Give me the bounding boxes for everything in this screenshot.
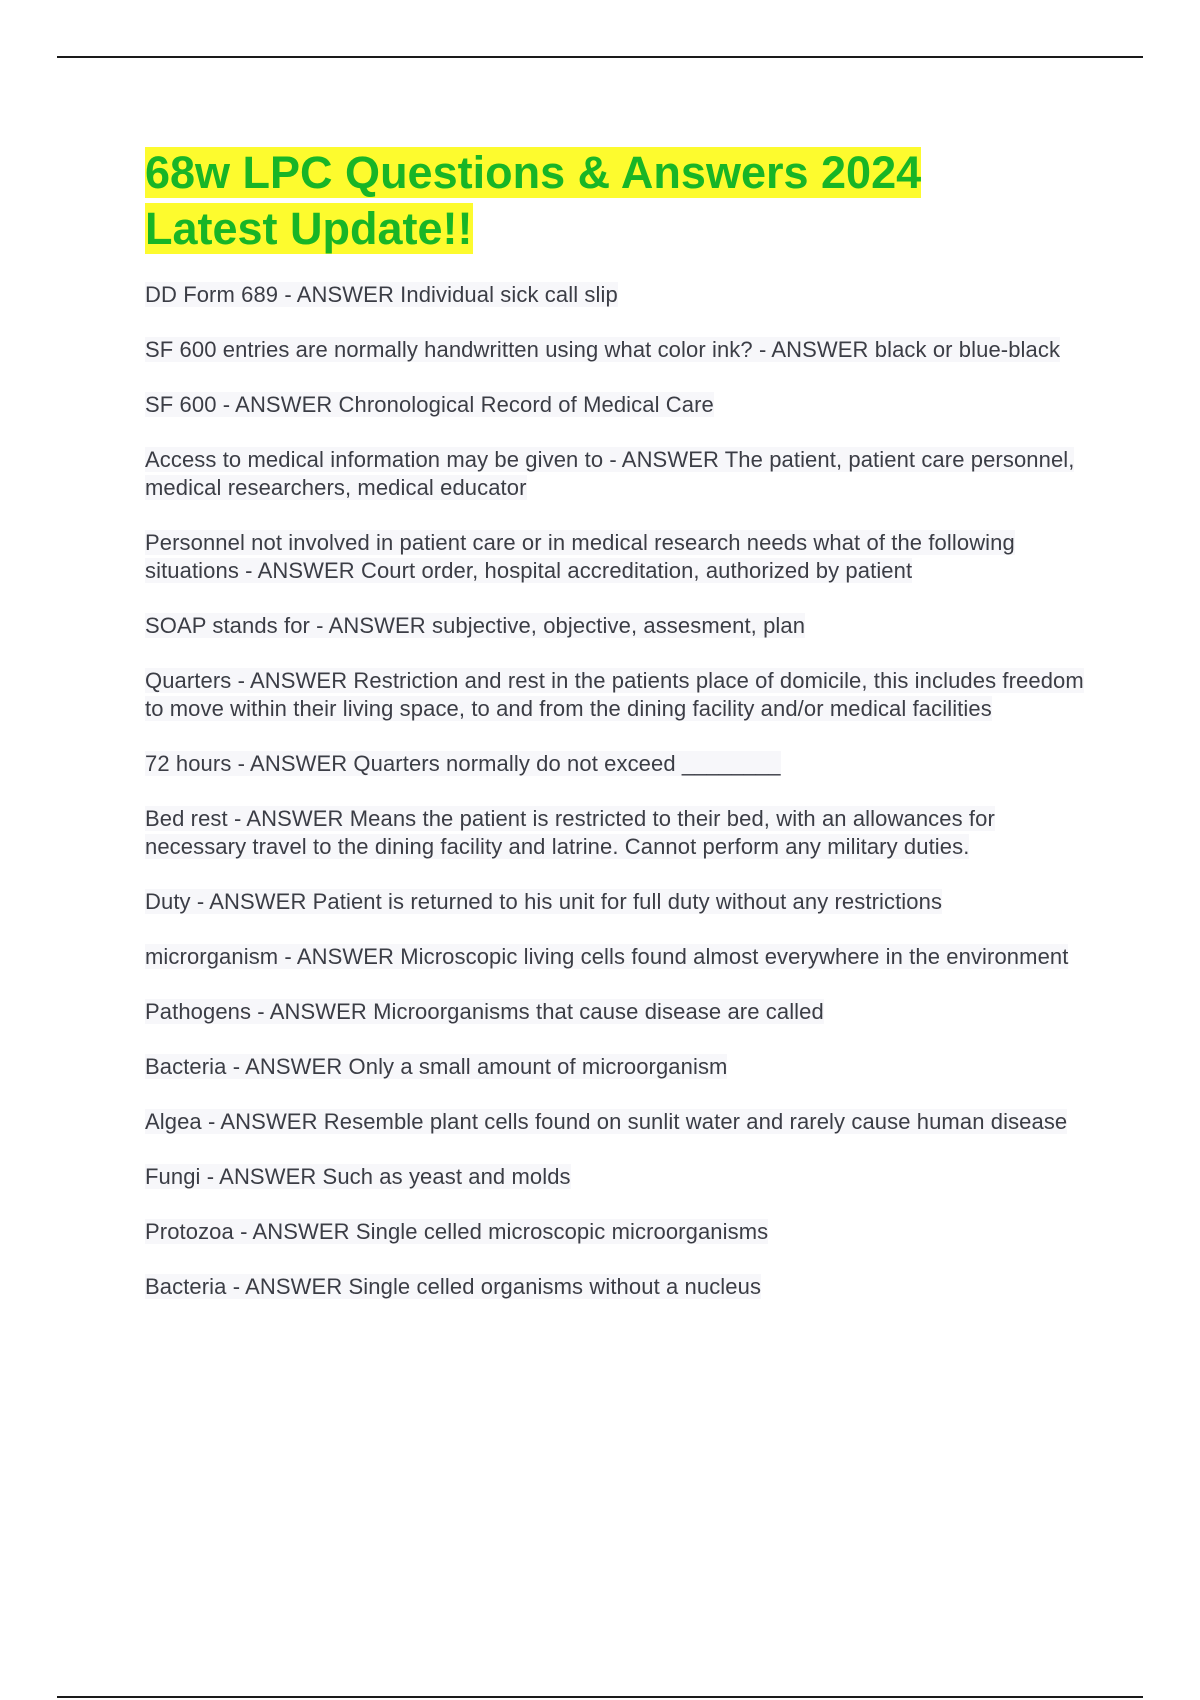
qa-text: Fungi - ANSWER Such as yeast and molds xyxy=(145,1164,571,1189)
qa-text: SF 600 - ANSWER Chronological Record of Medical Care xyxy=(145,392,714,417)
qa-text: Pathogens - ANSWER Microorganisms that cause disease are called xyxy=(145,999,824,1024)
qa-text: microrganism - ANSWER Microscopic living cells found almost everywhere in the environment xyxy=(145,944,1069,969)
qa-item xyxy=(145,336,1090,364)
qa-item xyxy=(145,391,1090,419)
qa-item xyxy=(145,998,1090,1026)
title-line-2: Latest Update!! xyxy=(145,203,473,254)
document-body xyxy=(145,145,1090,1328)
qa-item xyxy=(145,1108,1090,1136)
qa-item xyxy=(145,750,1090,778)
qa-text: SF 600 entries are normally handwritten using what color ink? - ANSWER black or blue-black xyxy=(145,337,1061,362)
qa-text: 72 hours - ANSWER Quarters normally do not exceed ________ xyxy=(145,751,781,776)
qa-item xyxy=(145,943,1090,971)
qa-item xyxy=(145,446,1090,502)
qa-text: Protozoa - ANSWER Single celled microscopic microorganisms xyxy=(145,1219,769,1244)
qa-item xyxy=(145,1163,1090,1191)
qa-text: Algea - ANSWER Resemble plant cells found on sunlit water and rarely cause human disease xyxy=(145,1109,1068,1134)
qa-item xyxy=(145,667,1090,723)
qa-text: DD Form 689 - ANSWER Individual sick call slip xyxy=(145,282,618,307)
qa-item xyxy=(145,281,1090,309)
qa-text: Access to medical information may be given to - ANSWER The patient, patient care personnel, medical researchers, medical educator xyxy=(145,447,1075,500)
qa-item xyxy=(145,1273,1090,1301)
document-title xyxy=(145,145,1090,257)
title-line-1: 68w LPC Questions & Answers 2024 xyxy=(145,147,922,198)
qa-item xyxy=(145,529,1090,585)
qa-item xyxy=(145,1053,1090,1081)
qa-item xyxy=(145,888,1090,916)
qa-text: Personnel not involved in patient care or in medical research needs what of the following situations - ANSWER Court order, hospital accreditation, authorized by patient xyxy=(145,530,1015,583)
qa-text: Bed rest - ANSWER Means the patient is restricted to their bed, with an allowances for necessary travel to the dining facility and latrine. Cannot perform any military duties. xyxy=(145,806,995,859)
qa-text: Duty - ANSWER Patient is returned to his unit for full duty without any restrictions xyxy=(145,889,943,914)
qa-item xyxy=(145,612,1090,640)
qa-item xyxy=(145,805,1090,861)
qa-text: Quarters - ANSWER Restriction and rest in the patients place of domicile, this includes freedom to move within their living space, to and from the dining facility and/or medical facilities xyxy=(145,668,1084,721)
qa-text: Bacteria - ANSWER Single celled organisms without a nucleus xyxy=(145,1274,762,1299)
qa-item xyxy=(145,1218,1090,1246)
top-divider xyxy=(57,56,1143,58)
qa-text: Bacteria - ANSWER Only a small amount of microorganism xyxy=(145,1054,728,1079)
bottom-divider xyxy=(57,1696,1143,1698)
qa-text: SOAP stands for - ANSWER subjective, objective, assesment, plan xyxy=(145,613,806,638)
